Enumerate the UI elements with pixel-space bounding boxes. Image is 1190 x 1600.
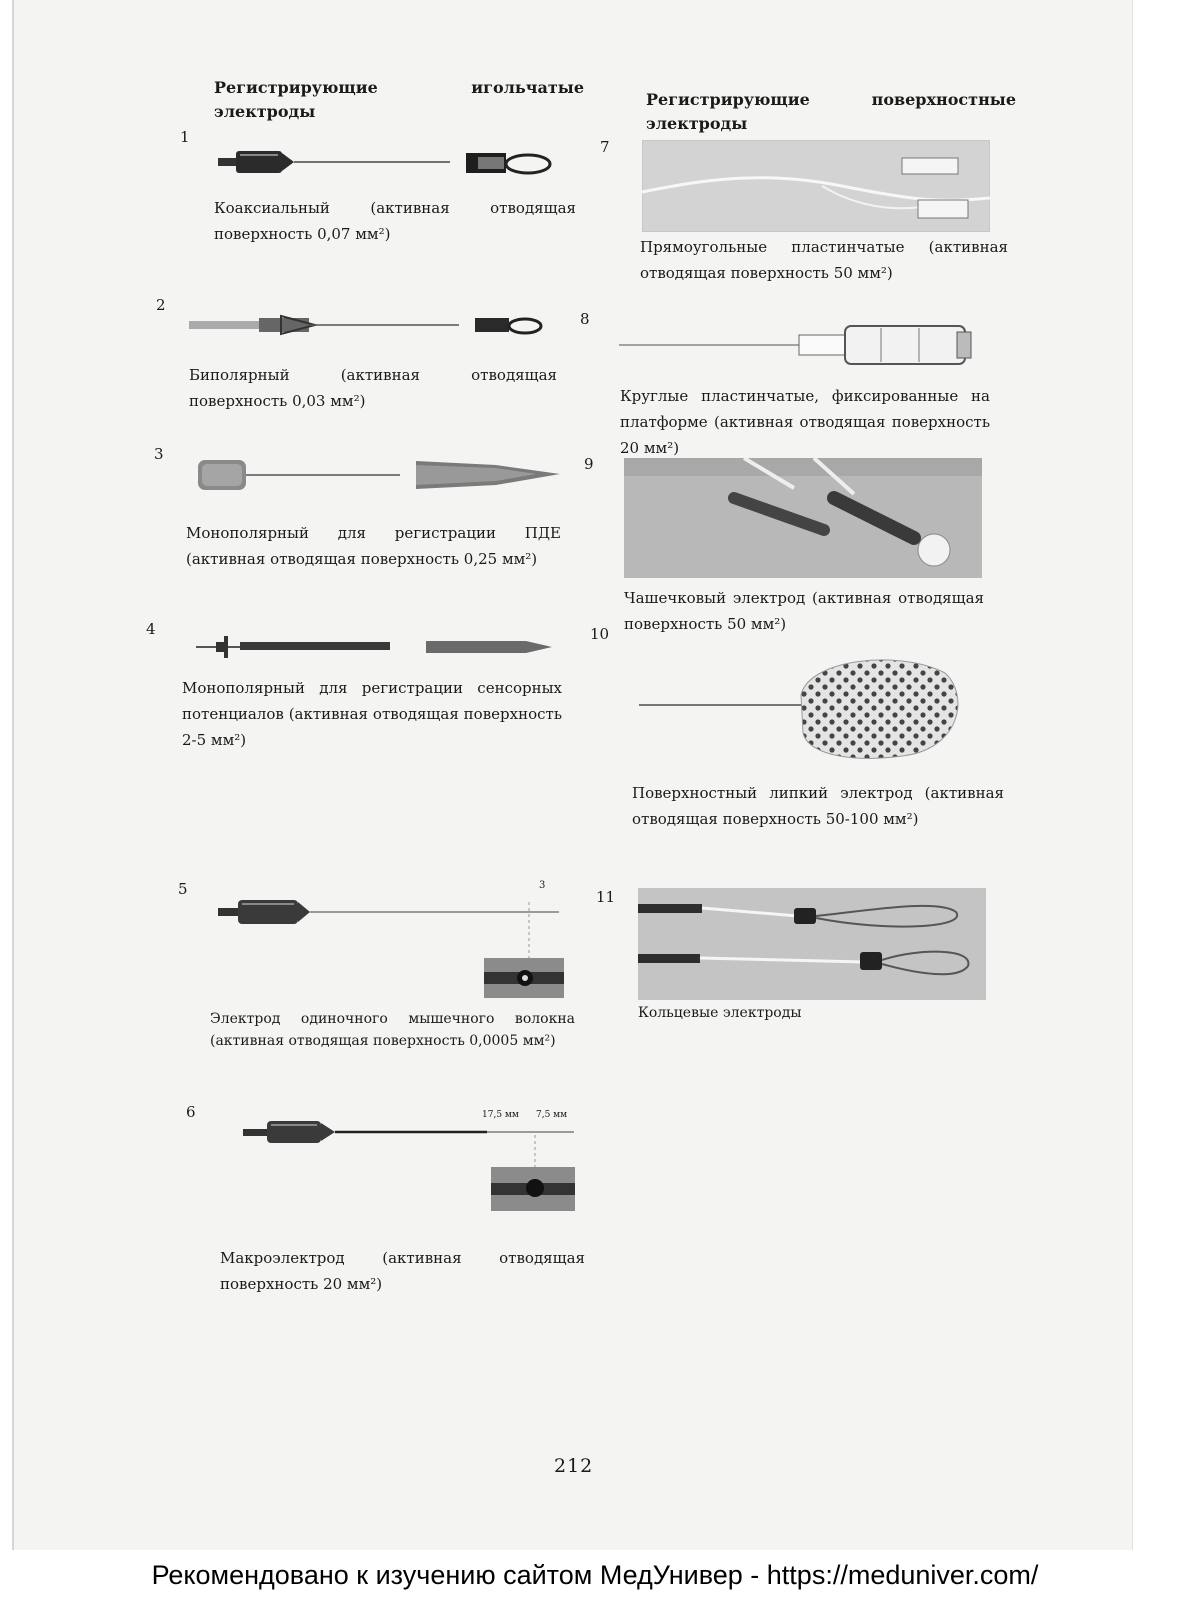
cup-electrode-image xyxy=(624,458,982,578)
single-fiber-electrode-image xyxy=(214,888,574,1008)
item-number: 3 xyxy=(154,445,164,463)
ring-electrodes-image xyxy=(638,888,986,1000)
item-number: 6 xyxy=(186,1103,196,1121)
header-surface-electrodes: Регистрирующие поверхностные электроды xyxy=(646,90,1016,133)
adhesive-electrode-image xyxy=(639,655,969,765)
item-caption: Коаксиальный (активная отводящая поверхность 0,07 мм²) xyxy=(214,199,576,243)
bipolar-electrode-image xyxy=(189,310,559,340)
item-caption: Биполярный (активная отводящая поверхность 0,03 мм²) xyxy=(189,366,557,410)
monopolar-sensory-electrode-image xyxy=(196,632,556,662)
round-plate-electrode-image xyxy=(619,322,979,368)
page-number: 212 xyxy=(554,1455,594,1477)
item-caption: Монополярный для регистрации сенсорных потенциалов (активная отводящая поверхность 2-5 мм²) xyxy=(182,679,562,749)
item-number: 7 xyxy=(600,138,610,156)
item-number: 2 xyxy=(156,296,166,314)
footer-watermark: Рекомендовано к изучению сайтом МедУнивер - https://meduniver.com/ xyxy=(0,1550,1190,1600)
dimension-label: 7,5 мм xyxy=(536,1110,568,1120)
item-number: 9 xyxy=(584,455,594,473)
dimension-label: 3 xyxy=(539,880,546,891)
book-page xyxy=(12,0,1133,1560)
item-number: 11 xyxy=(596,888,616,906)
dimension-label: 17,5 мм xyxy=(482,1110,519,1120)
item-caption: Чашечковый электрод (активная отводящая поверхность 50 мм²) xyxy=(624,589,984,633)
rectangular-plate-electrode-image xyxy=(642,140,990,232)
macro-electrode-image xyxy=(239,1115,579,1225)
header-needle-electrodes: Регистрирующие игольчатые электроды xyxy=(214,78,584,121)
item-caption: Поверхностный липкий электрод (активная отводящая поверхность 50-100 мм²) xyxy=(632,784,1004,828)
item-number: 5 xyxy=(178,880,188,898)
item-caption: Круглые пластинчатые, фиксированные на платформе (активная отводящая поверхность 20 мм²) xyxy=(620,387,990,457)
item-caption: Кольцевые электроды xyxy=(638,1005,802,1021)
item-number: 10 xyxy=(590,625,610,643)
monopolar-electrode-image xyxy=(196,455,566,495)
item-caption: Прямоугольные пластинчатые (активная отводящая поверхность 50 мм²) xyxy=(640,238,1008,282)
item-number: 8 xyxy=(580,310,590,328)
item-number: 4 xyxy=(146,620,156,638)
item-caption: Электрод одиночного мышечного волокна (активная отводящая поверхность 0,0005 мм²) xyxy=(210,1011,575,1049)
item-caption: Макроэлектрод (активная отводящая поверхность 20 мм²) xyxy=(220,1249,585,1293)
item-caption: Монополярный для регистрации ПДЕ (активная отводящая поверхность 0,25 мм²) xyxy=(186,524,561,568)
coaxial-electrode-image xyxy=(214,143,574,183)
item-number: 1 xyxy=(180,128,190,146)
